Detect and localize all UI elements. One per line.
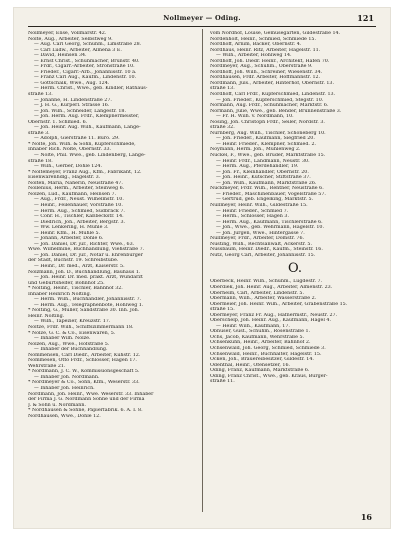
directory-entry: * Nolting, Heinr., Tischler, Bahnhof 32.: [28, 286, 123, 292]
directory-entry: Oberschelp, Joh. Heinr. Aug., Kaufmann, Hagel 4.: [210, 318, 332, 324]
directory-entry: — Joh. Heinr. Aug. Wilh., Kaufmann, Lange-: [34, 125, 141, 131]
page-number: 121: [357, 13, 374, 23]
right-column: [210, 31, 380, 385]
directory-entry: — Ww. Lenkering, H. Mühle 3.: [34, 225, 109, 231]
directory-entry: — Joh. Daniel, Dr. jur., Richter, Wwe., 63.: [34, 241, 135, 247]
directory-entry: — Johann, Arbeiter, Dohle 6.: [34, 236, 104, 242]
directory-entry: — Ernst Christ., Schuhmacher, Brunstr. 40.: [34, 58, 140, 64]
directory-entry: Oding, Franz Christ., Wwe., geb. Kraus, Bürger-: [210, 373, 328, 379]
directory-entry: Noymann, Herm. Joh., Mühlenweg 2.: [210, 147, 301, 153]
directory-entry: — Inhaber Wilh. Nolze.: [34, 336, 91, 342]
directory-entry: — Joh. Wilh., Schneider, Langestr. 18.: [34, 108, 126, 114]
directory-entry: Nolten, Maria, Näherin, Neustraße 47.: [28, 180, 123, 186]
directory-entry: Nölzen, Aug., Wwe., Hofstraße 5.: [28, 341, 110, 347]
directory-entry: — Inhaber der Buchhandlung.: [34, 347, 108, 353]
directory-entry: — David, Heinsen 34.: [34, 53, 87, 59]
directory-entry: — Joh. Heinr., Kutscher, Stiftstraße 37.: [216, 175, 311, 181]
directory-entry: — Aug., Frdr., Neust. Wilhelmstr. 10.: [34, 197, 124, 203]
directory-entry: — Frdr., Cigarr.-Arbeiter, Strohstraße 10.: [34, 64, 135, 70]
directory-entry: Nordhoff, Carl Frdr., Kupferschmied, Lindenstr. 13.: [210, 92, 336, 98]
directory-entry: — Herm. Aug., Kaufmann, Tischlerstraße 6.: [216, 219, 323, 225]
directory-entry: Noltze, Frdr. Wilh., Schiffszimmermann 18.: [28, 324, 134, 330]
left-column: [28, 31, 198, 419]
directory-entry: straße 13.: [28, 92, 53, 98]
directory-entry: Wehrstraße 21.: [28, 363, 66, 369]
directory-entry: Nolzmann, Joh. D., Buchhandlung, Bauhaus 1.: [28, 269, 141, 275]
directory-entry: Nordhoff, Arnim, Bäcker, Obernstr. 4.: [210, 42, 302, 48]
directory-entry: — Carl Ludw., Arbeiter, Almena 3 E.: [34, 47, 122, 53]
directory-entry: Nordhoff, Joh. Wilh., Schreiner, Wiesenstr. 34.: [210, 69, 323, 75]
directory-entry: — Joh. Fr., Kleinhändler, Obernstr. 20.: [216, 169, 309, 175]
directory-entry: * Nordmeyer & Co., Sohn, Kfm., Weserstr. 33.: [28, 380, 140, 386]
directory-entry: — Joh. Jürgen, Wwe., Hintergasse 7.: [216, 230, 305, 236]
directory-entry: straße 11.: [210, 379, 235, 385]
running-title: Nollmeyer — Oding.: [163, 14, 241, 22]
directory-entry: — Johanne, H. Lindenstraße 27.: [34, 97, 112, 103]
directory-entry: Inhaber Rich. Nolte, Obernstr. 33.: [28, 147, 112, 153]
directory-entry: Oberheim, Carl, Arbeiter, Lindenstr. 5.: [210, 290, 304, 296]
directory-entry: Nutz, Georg Carl, Arbeiter, Johannisstr. 15.: [210, 252, 316, 258]
directory-entry: — Gottschalk, Wwe., Aug. 124.: [34, 80, 110, 86]
directory-entry: * Nolting, G., Müller, Sandstraße 30. Inh. Joh.: [28, 308, 140, 314]
directory-entry: — Heinr., Dr. med., Arzt, Kaiserstr. 5.: [34, 263, 125, 269]
directory-entry: Obermeier, Joh. Heinr. Wilh., Arbeiter, Grabenstraße 15.: [210, 301, 348, 307]
directory-entry: Nordmeyer, Aug., Schuhm., Oberstraße 9.: [210, 64, 313, 70]
directory-entry: Normann, Julie, Wwe., geb. Bender, Brunnenstraße 3.: [210, 108, 342, 114]
directory-entry: — Frieder., Cigarr.-Arb., Johannisstr. 10 a.: [34, 69, 137, 75]
directory-entry: — Herm. Aug., Telegraphenbote, Hohlweg 1.: [34, 302, 144, 308]
directory-entry: — Herm. Christ., Wwe., geb. Kindler, Rathaus-: [34, 86, 148, 92]
directory-entry: Nörmann, Aug. Frdr., Schuhmacher, Marktstr. 6.: [210, 103, 329, 109]
section-letter: O.: [287, 261, 303, 277]
directory-entry: Eisenwarenhdlg., Hagelstr. 3.: [28, 175, 101, 181]
directory-entry: J. & Sohn u. Nordmann.: [28, 402, 86, 408]
directory-entry: — Joh. Frieder., Kupferschmied, Stegstr. 10.: [216, 97, 324, 103]
directory-entry: straße 13.: [210, 86, 235, 92]
directory-entry: — Wilh., Arbeiter, Hohlweg 14.: [216, 53, 292, 59]
directory-entry: * Noltemeyer, Franz Aug., Kfm., Fabrikant, 12.: [28, 169, 142, 175]
directory-entry: Nordmann, Joh. Heinr., Wwe. Weserstr. 33. Inhaber: [28, 391, 154, 397]
directory-entry: Nordhausen, Frdr. Arbeiter, Hoffmannstr. 12.: [210, 75, 321, 81]
directory-entry: Obermeyer, Franz Fr. Aug., Hafnermstr., Neustr. 27.: [210, 312, 338, 318]
directory-entry: Nussbaum, Heinr. Diedr., Kaufm., Steinstr. 16.: [210, 247, 323, 253]
directory-entry: — Nolte, Phil. Wwe., geb. Lindenberg, Lange-: [34, 153, 146, 159]
directory-entry: Obernstr. 1. Schmied. 6.: [28, 119, 88, 125]
directory-entry: — Herm. Wilh., Buchhändler, Johannisstr. 7.: [34, 297, 142, 303]
directory-entry: * Nordhausen & Söhne, Papierfabrik. 6. A. I. 8.: [28, 408, 143, 414]
directory-entry: Nollenius, Herm., Arbeiter, Steinweg 6.: [28, 186, 125, 192]
column-divider: [202, 29, 203, 512]
directory-entry: Nolzen, Lud., Kaufmann, Heinsen 7.: [28, 191, 117, 197]
directory-entry: — Joh., Wwe., geb. Wehrmann, Hagelstr. 10.: [216, 225, 324, 231]
directory-entry: der Stadt, Buchstr. 19. Schreibstube.: [28, 258, 119, 264]
directory-entry: Odenthal, Heinr., Ofensetzer, 16.: [210, 362, 291, 368]
directory-entry: Nüllmeyer, Frdr., Arbeiter, Domstr. 76.: [210, 236, 305, 242]
directory-entry: Nolte, Aug., Arbeiter, Selbstweg 9.: [28, 36, 113, 42]
directory-entry: Ocken, Joh., Brauereibesitzer, Gildestr. 14.: [210, 357, 314, 363]
directory-entry: * Nolze, G. C. & Co., Eisenwaren, 5.: [28, 330, 116, 336]
directory-entry: Heinr. Nolting.: [28, 313, 65, 319]
directory-entry: — Gertrud, geb. Engelking, Marktstr. 5.: [216, 197, 314, 203]
directory-entry: — Frieder., Maschinenbauer, Vogelstraße 57.: [216, 191, 326, 197]
directory-entry: vom Nordhof, Louise, Gemüsegarten, Gildestraße 14.: [210, 31, 341, 36]
directory-entry: — Heinr. Frdr., Landmann, Neustr. 30.: [216, 158, 310, 164]
directory-entry: — Joh. Wilh., Kaufmann, Marktstraße 26.: [216, 180, 317, 186]
directory-entry: — Wilh., Gerber, Dohle 124.: [34, 164, 102, 170]
directory-entry: und Geburtshelfer, Bohnhof 25.: [28, 280, 105, 286]
directory-entry: Oberdiek, Joh. Heinr. Aug., Arbeiter, Almenstr. 23.: [210, 284, 333, 290]
directory-entry: — Joh. Herm. Aug. Frdr., Klempnermeister,: [34, 114, 140, 120]
directory-entry: — Heinr. Frieder., Klempner, Schmied. 2.: [216, 141, 317, 147]
directory-entry: Nüsting, Wilh., Rechtsanwalt, Ackerstr. 5.: [210, 241, 313, 247]
directory-entry: — Joh. Frieder., Kaufmann, Siegfried 20.: [216, 136, 315, 142]
directory-entry: Ochsenwald, Heinr., Buchhalter, Hagelstr. 15.: [210, 351, 322, 357]
directory-entry: — Herm., Schlosser, Hagen 3.: [216, 214, 289, 220]
directory-entry: straße 18.: [28, 158, 53, 164]
directory-entry: Nösing, Joh. Christoph Frdr., Seiler, Nordstr. 3.: [210, 119, 325, 125]
directory-entry: Nordenholt, Heinr., Schmied, Schmiede 15.: [210, 36, 317, 42]
directory-entry: Obhuser, Gust., Schuhm., Rosenstraße 1.: [210, 329, 311, 335]
page-header: [14, 14, 390, 26]
directory-entry: — Fr. H. Wilh. v. Nordmann, 10.: [216, 114, 294, 120]
directory-entry: * Nolte, Joh. Wilh. & Sohn, Kupferschmiede,: [28, 141, 136, 147]
directory-entry: Ochsenwald, Joh. Georg, Schmied, Schmiede 3.: [210, 345, 326, 351]
directory-entry: — Heinr. Wilh., Kaufmann, 17.: [216, 323, 290, 329]
directory-entry: Wwe. Wilhelmine, Buchhandlung, Viehstraße 7.: [28, 247, 145, 253]
directory-entry: Ochs, Jacob, Kaufmann, Wehrstraße 5.: [210, 334, 305, 340]
directory-entry: Nückmeyer, Frdr. Wilh., Rentner, Neustraße 6.: [210, 186, 324, 192]
directory-entry: Inhaber Heinrich Nolting.: [28, 291, 92, 297]
directory-entry: — Inhaber Joh. Nordmann.: [34, 374, 100, 380]
directory-entry: — Heinr. Kfm., H. Mühle 5.: [34, 230, 101, 236]
directory-entry: — Aug. Carl Georg, Schuhm., Limstraße 28.: [34, 42, 142, 48]
sheet-number: 16: [360, 512, 372, 522]
directory-entry: Ochsenkühn, Heinr., Arbeiter, Bahnhof 2.: [210, 340, 311, 346]
directory-entry: — Heinr., Feilenhauer, Vorstraße 10.: [34, 202, 123, 208]
directory-entry: Nollmeyer, Elise, Vollmarstr. 42.: [28, 31, 107, 36]
directory-entry: — Inhaber Joh. Heinrich.: [34, 386, 95, 391]
directory-entry: Oding, Franz, Kaufmann, Marktstraße 6.: [210, 368, 310, 374]
directory-entry: — Joh. Heinr. Dr. med. prakt. Arzt, Wundarzt: [34, 275, 143, 281]
directory-entry: der Firma J. G. Nordmann Söhne und der Firma: [28, 397, 145, 403]
header-rule: [28, 26, 376, 27]
directory-entry: — Herm. Aug., Pferdehändler, 19.: [216, 164, 299, 170]
directory-entry: — Heinr. Frieder., Schmied 7.: [216, 208, 289, 214]
directory-entry: Nordhoff, Joh. Diedr. Heinr., Architekt, Hafen 70.: [210, 58, 330, 64]
directory-entry: * Nordmann, J. C. W., Kommissionsgeschäft 5.: [28, 369, 140, 375]
directory-entry: Nordhaus, Heinr. Ritz, Arbeiter, Hagelstr. 11.: [210, 47, 321, 53]
directory-entry: Nürnberg, Aug. Wilh., Tischler, Schöneberg 10.: [210, 130, 326, 136]
directory-entry: Nückel, F., Wwe., geb. Brüder, Marktstraße 15.: [210, 153, 326, 159]
directory-entry: — Herm. Aug., Schmied, Sudbrack 7.: [34, 208, 125, 214]
directory-entry: straße 3.: [28, 130, 50, 136]
directory-entry: — Joh. Daniel, Dr. jur., Notar u. Ehrenbürger: [34, 252, 143, 258]
directory-entry: Obermann, Wilh., Arbeiter, Wasserstraße 2.: [210, 296, 317, 302]
directory-entry: straße 15.: [210, 307, 235, 313]
directory-entry: Nüllmeyer, Heinr. Wilh., Gildestraße 15.: [210, 202, 308, 208]
directory-entry: — J. H. G., Kürperl. Strasse 16.: [34, 103, 110, 109]
directory-entry: Oberbeck, Heinr. Wilh., Schuhm., Lügdestr. 7.: [210, 279, 323, 285]
directory-entry: — Franz Carl Aug., Kaufm., Lindenstr. 10.: [34, 75, 137, 81]
directory-entry: straße 32.: [210, 125, 235, 131]
directory-entry: Nordhausen, Wwe., Dohle 12.: [28, 413, 101, 419]
directory-page: [14, 8, 390, 528]
directory-entry: — Wilh., Tapezier, Kreuzstr. 17.: [34, 319, 111, 325]
directory-entry: — Diedrich, Joh., Arbeiter, Bergstr. 3.: [34, 219, 126, 225]
directory-entry: — Adolph, Gierstraße 11. Büro. 29.: [34, 136, 120, 142]
directory-entry: — Conr. H., Tischler, Kaßbeckstr. 14.: [34, 214, 124, 220]
directory-entry: Nordmann, Juls., Arbeiter, Hinterhof, Obernstr. 13.: [210, 80, 335, 86]
directory-entry: Nommensen, Carl Diedr., Arbeiter, Kuhstr. 12.: [28, 352, 141, 358]
directory-entry: Nommesen, Otto Frdr., Schlosser, Hagen 17.: [28, 358, 137, 364]
